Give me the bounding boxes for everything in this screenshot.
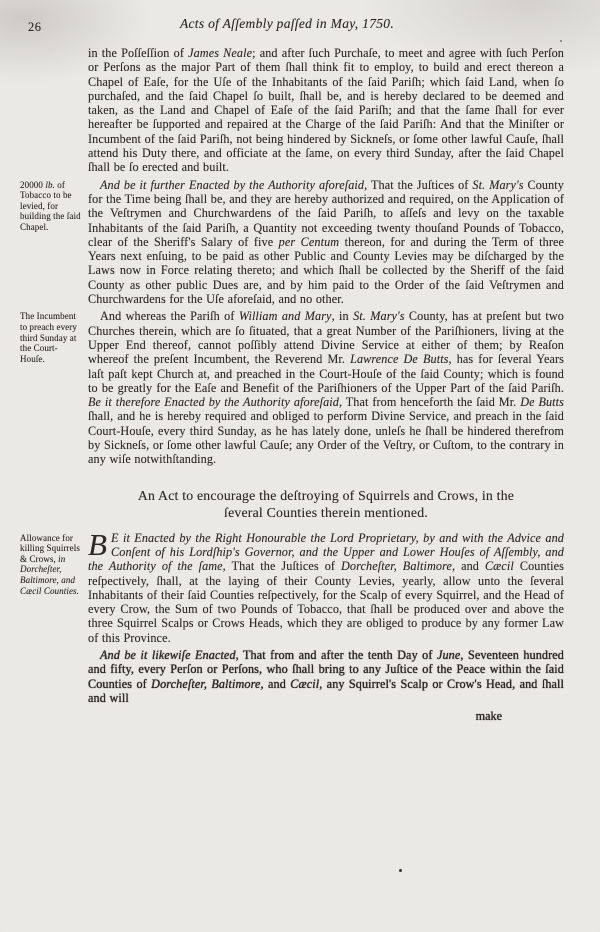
paragraph-row [10,46,564,175]
margin-note: Allowance for killing Squirrels & Crows, in Dorcheſter, Baltimore, and Cæcil Counties. [20,532,80,596]
margin-column [10,531,88,645]
catchword-row [10,709,564,724]
margin-note: The Incumbent to preach every third Sunday at the Court-Houſe. [20,311,77,364]
margin-column [10,648,88,705]
page-header [10,14,564,38]
page-number: 26 [28,20,42,34]
margin-column [10,46,88,175]
paragraph: And be it further Enacted by the Authority aforeſaid, That the Juſtices of St. Mary's County for the Time being ſhall be, and they are hereby authorized and required, on the Application of the Veſtrymen and Churchwardens of the ſaid Pariſh, to aſſeſs and levy on the taxable Inhabitants of the ſaid Pariſh, a Quantity not exceeding twenty thouſand Pounds of Tobacco, clear of the Sheriff's Salary of five per Centum thereon, for and during the Term of three Years next enſuing, to be paid as other Public and County Levies may be diſcharged by the Laws now in Force relating thereto; and which ſhall be collected by the Sheriff of the ſaid County as other public Dues are, and by him paid to the Order of the ſaid Veſtrymen and Churchwardens for the Uſe aforeſaid, and no other. [88,177,564,307]
running-header: Acts of Aſſembly paſſed in May, 1750. [179,16,395,31]
catchword: make [475,709,502,724]
paragraph: And whereas the Pariſh of William and Mary, in St. Mary's County, has at preſent but two Churches therein, which are ſo ſituated, that a great Number of the Pariſhioners, living at the Upper End thereof, cannot poſſibly attend Divine Service at either of them; by Reaſon whereof the preſent Incumbent, the Reverend Mr. Lawrence De Butts, has for ſeveral Years laſt paſt kept Church at, and preached in the Court-Houſe of the ſaid County; which is found to be greatly for the Eaſe and Benefit of the Pariſhioners of the Upper Part of the ſaid Pariſh. Be it therefore Enacted by the Authority aforeſaid, That from henceforth the ſaid Mr. De Butts ſhall, and he is hereby required and obliged to perform Divine Service, and preach in the ſaid Court-Houſe, every third Sunday, as he has lately done, unleſs he ſhall be hindered therefrom by Sickneſs, or ſome other lawful Cauſe; any Order of the Veſtry, or Cuſtom, to the contrary in any wiſe notwithſtanding. [88,309,565,467]
paragraph [88,526,564,645]
ink-speck [399,869,402,872]
paragraph: in the Poſſeſſion of James Neale; and after ſuch Purchaſe, to meet and agree with ſuch Perſon or Perſons as the major Part of them ſhall think fit to employ, to build and erect thereon a Chapel of Eaſe, for the Uſe of the Inhabitants of the ſaid Pariſh; which ſaid Land, when ſo purchaſed, and the ſaid Chapel ſo built, ſhall be, and is hereby declared to be deemed and taken, as the Land and Chapel of Eaſe of the ſaid Pariſh; and that the ſame ſhall for ever hereafter be ſupported and repaired at the Charge of the ſaid Pariſh: And that the Miniſter or Incumbent of the ſaid Pariſh, not being hindered by Sickneſs, or ſome other lawful Cauſe, ſhall attend his Duty there, and officiate at the ſame, on every third Sunday, after the ſaid Chapel ſhall be ſo erected and built. [88,46,564,175]
paragraph-row [10,309,564,466]
paragraph-row [10,526,564,645]
paragraph-row [10,648,564,705]
margin-note: 20000 lb. of Tobacco to be levied, for building the ſaid Chapel. [20,179,81,233]
act-title: An Act to encourage the deſtroying of Squirrels and Crows, in the ſeveral Counties therein mentioned. [137,487,515,520]
margin-column [10,709,88,724]
margin-column [10,178,88,307]
margin-column [10,487,88,521]
paragraph: And be it likewiſe Enacted, That from and after the tenth Day of June, Seventeen hundred and fifty, every Perſon or Perſons, who ſhall bring to any Juſtice of the Peace within the ſaid Counties of Dorcheſter, Baltimore, and Cæcil, any Squirrel's Scalp or Crow's Head, and ſhall and will [88,647,565,705]
ink-speck [560,40,562,42]
drop-cap: B [88,526,108,562]
paragraph-row [10,178,564,307]
paragraph-text: E it Enacted by the Right Honourable the Lord Proprietary, by and with the Advice and Conſent of his Lordſhip's Governor, and the Upper and Lower Houſes of Aſſembly, and the Authority of the ſame, That the Juſtices of Dorcheſter, Baltimore, and Cæcil Counties reſpectively, ſhall, at the laying of their County Levies, yearly, allow unto the ſeveral Inhabitants of their ſaid Counties reſpectively, for the Scalp of every Squirrel, and the Head of every Crow, the Sum of two Pounds of Tobacco, that ſhall be produced over and above the three Squirrel Scalps or Crows Heads, which they are obliged to produce by any former Law of this Province. [88,530,564,645]
margin-column [10,309,88,466]
act-heading-row [10,487,564,521]
